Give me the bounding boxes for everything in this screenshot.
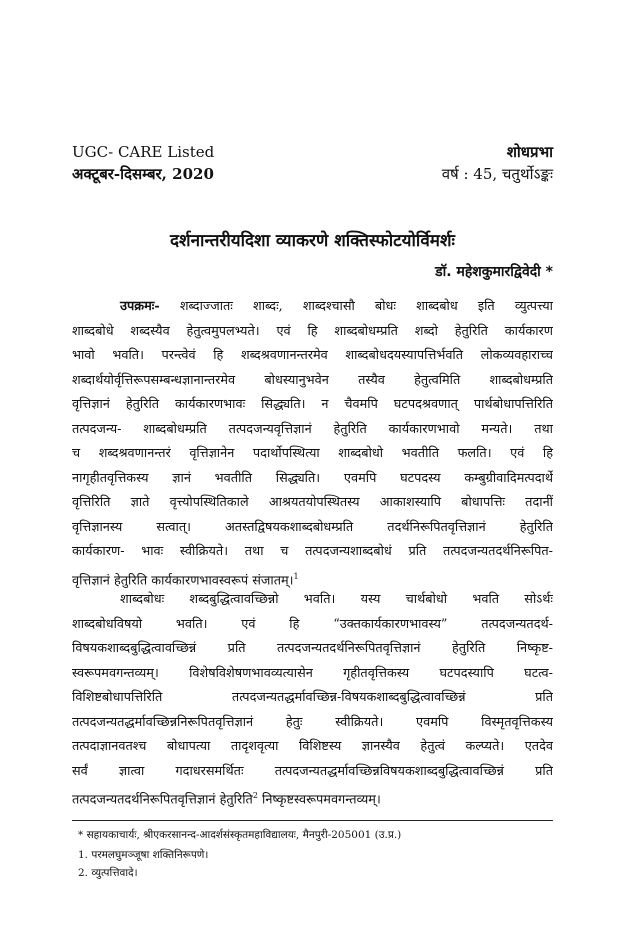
author-name: डॉ. महेशकुमारद्विवेदी * [435, 264, 553, 280]
line-text: शाब्दबोधः शब्दबुद्धित्वावच्छिन्नो भवति। यस्य चार्थबोधो भवति सोऽर्थः [120, 592, 553, 607]
text-line [72, 320, 553, 345]
line-text: शब्दार्थयोर्वृत्तिरूपसम्बन्धज्ञानान्तरमेव बोधस्यानुभवेन तस्यैव हेतुत्वमिति शाब्दबोधम्प्रति [72, 372, 553, 388]
line-text: निष्कृष्टस्वरूपमवगन्तव्यम्। [257, 792, 381, 808]
footnote-divider [72, 820, 553, 821]
paragraph-shabdabodha [72, 588, 553, 809]
text-line [72, 637, 553, 662]
line-text: कार्यकारण- भावः स्वीक्रियते। तथा च तत्पदजन्यशाब्दबोधं प्रति तत्पदजन्यतदर्थनिरूपित- [72, 544, 553, 559]
text-line [72, 344, 553, 369]
text-line [72, 516, 553, 541]
text-line [72, 784, 553, 809]
text-line [72, 662, 553, 687]
line-text: वृत्तिज्ञानं हेतुरिति कार्यकारणभावः सिद्ध्यति। न चैवमपि घटपदश्रवणात् पार्थबोधापत्तिरिति [72, 397, 553, 412]
line-text: तत्पदजन्यतद्धर्मावच्छिन्ननिरूपितवृत्तिज्ञानं हेतुः स्वीक्रियते। एवमपि विस्मृतवृत्तिकस्य [72, 714, 553, 730]
footnote-1: 1. परमलघुमञ्जूषा शक्तिनिरूपणे। [78, 849, 209, 861]
section-label: उपक्रमः- [120, 299, 160, 314]
line-text: वृत्तिज्ञानस्य सत्वात्। अतस्तद्विषयकशाब्दबोधम्प्रति तदर्थनिरूपितवृत्तिज्ञानं हेतुरिति [72, 519, 553, 535]
text-line [72, 442, 553, 467]
line-text: विषयकशाब्दबुद्धित्वावच्छिन्नं प्रति तत्पदजन्यतदर्थनिरूपितवृत्तिज्ञानं हेतुरिति निष्कृष्ट- [72, 641, 553, 656]
line-text: शाब्दबोधे शब्दस्यैव हेतुत्वमुपलभ्यते। एवं हि शाब्दबोधम्प्रति शब्दो हेतुरिति कार्यकारण [72, 323, 553, 339]
text-line [72, 418, 553, 443]
text-line [72, 491, 553, 516]
journal-listing: UGC- CARE Listed [72, 143, 215, 161]
line-text: तत्पदाज्ञानवतश्च बोधापत्या तादृशवृत्या विशिष्टस्य ज्ञानस्यैव हेतुत्वं कल्प्यते। एतदेव [72, 739, 553, 754]
text-line [72, 540, 553, 565]
footnote-ref-1: 1 [293, 571, 299, 581]
volume-issue: वर्ष : 45, चतुर्थोऽङ्कः [441, 165, 553, 183]
line-text: भावो भवति। परन्त्वेवं हि शब्दश्रवणानन्तरमेव शाब्दबोधदयस्यापत्तिर्भवति लोकव्यवहाराच्च [72, 348, 553, 363]
journal-name: शोधप्रभा [506, 143, 553, 161]
text-line [72, 393, 553, 418]
text-line [72, 613, 553, 638]
text-line [72, 369, 553, 394]
text-line [72, 686, 553, 711]
footnote-ref-2: 2 [252, 791, 258, 800]
line-text: विशिष्टबोधापत्तिरिति तत्पदजन्यतद्धर्मावच्छिन्न-विषयकशाब्दबुद्धित्वावच्छिन्नं प्रति [72, 690, 553, 705]
line-text: वृत्तिज्ञानं हेतुरिति कार्यकारणभावस्वरूपं संजातम्। [72, 572, 294, 588]
text-line [72, 565, 553, 590]
line-text: वृत्तिरिति ज्ञाते वृत्त्योपस्थितिकाले आश्रयतयोपस्थितस्य आकाशस्यापि बोधापत्तिः तदानीं [72, 495, 553, 510]
article-title: दर्शनान्तरीयदिशा व्याकरणे शक्तिस्फोटयोर्विमर्शः [170, 231, 455, 251]
line-text: शब्दाज्जातः शाब्दः, शाब्दश्चासौ बोधः शाब्दबोध इति व्युत्पत्त्या [179, 299, 553, 314]
line-text: नागृहीतवृत्तिकस्य ज्ञानं भवतीति सिद्ध्यति। एवमपि घटपदस्य कम्बुग्रीवादिमत्पदार्थे [72, 470, 553, 486]
text-line [72, 295, 553, 320]
line-text: स्वरूपमवगन्तव्यम्। विशेषविशेषणभावव्यत्यासेन गृहीतवृत्तिकस्य घटपदस्यापि घटत्व- [72, 665, 553, 681]
issue-period: अक्टूबर-दिसम्बर, 2020 [72, 165, 214, 183]
line-text: तत्पदजन्य- शाब्दबोधम्प्रति तत्पदजन्यवृत्तिज्ञानं हेतुरिति कार्यकारणभावो मन्यते। तथा [72, 421, 553, 437]
line-text: सर्वं ज्ञात्वा गदाधरसमर्थितः तत्पदजन्यतद्धर्मावच्छिन्नविषयकशाब्दबुद्धित्वावच्छिन्नं प्रति [72, 763, 553, 779]
paragraph-introduction [72, 295, 553, 589]
footnote-author: * सहायकाचार्यः, श्रीएकरसानन्द-आदर्शसंस्कृतमहाविद्यालयः, मैनपुरी-205001 (उ.प्र.) [78, 829, 402, 841]
line-text: च शब्दश्रवणानन्तरं वृत्तिज्ञानेन पदार्थोपस्थित्या शाब्दबोधो भवतीति फलति। एवं हि [72, 446, 553, 461]
line-text: तत्पदजन्यतदर्थनिरूपितवृत्तिज्ञानं हेतुरिति [72, 792, 253, 808]
text-line [72, 588, 553, 613]
text-line [72, 760, 553, 785]
text-line [72, 711, 553, 736]
footnote-2: 2. व्युत्पत्तिवादे। [78, 867, 138, 879]
line-text: शाब्दबोधविषयो भवति। एवं हि “उक्तकार्यकारणभावस्य” तत्पदजन्यतदर्थ- [72, 616, 553, 632]
text-line [72, 467, 553, 492]
text-line [72, 735, 553, 760]
